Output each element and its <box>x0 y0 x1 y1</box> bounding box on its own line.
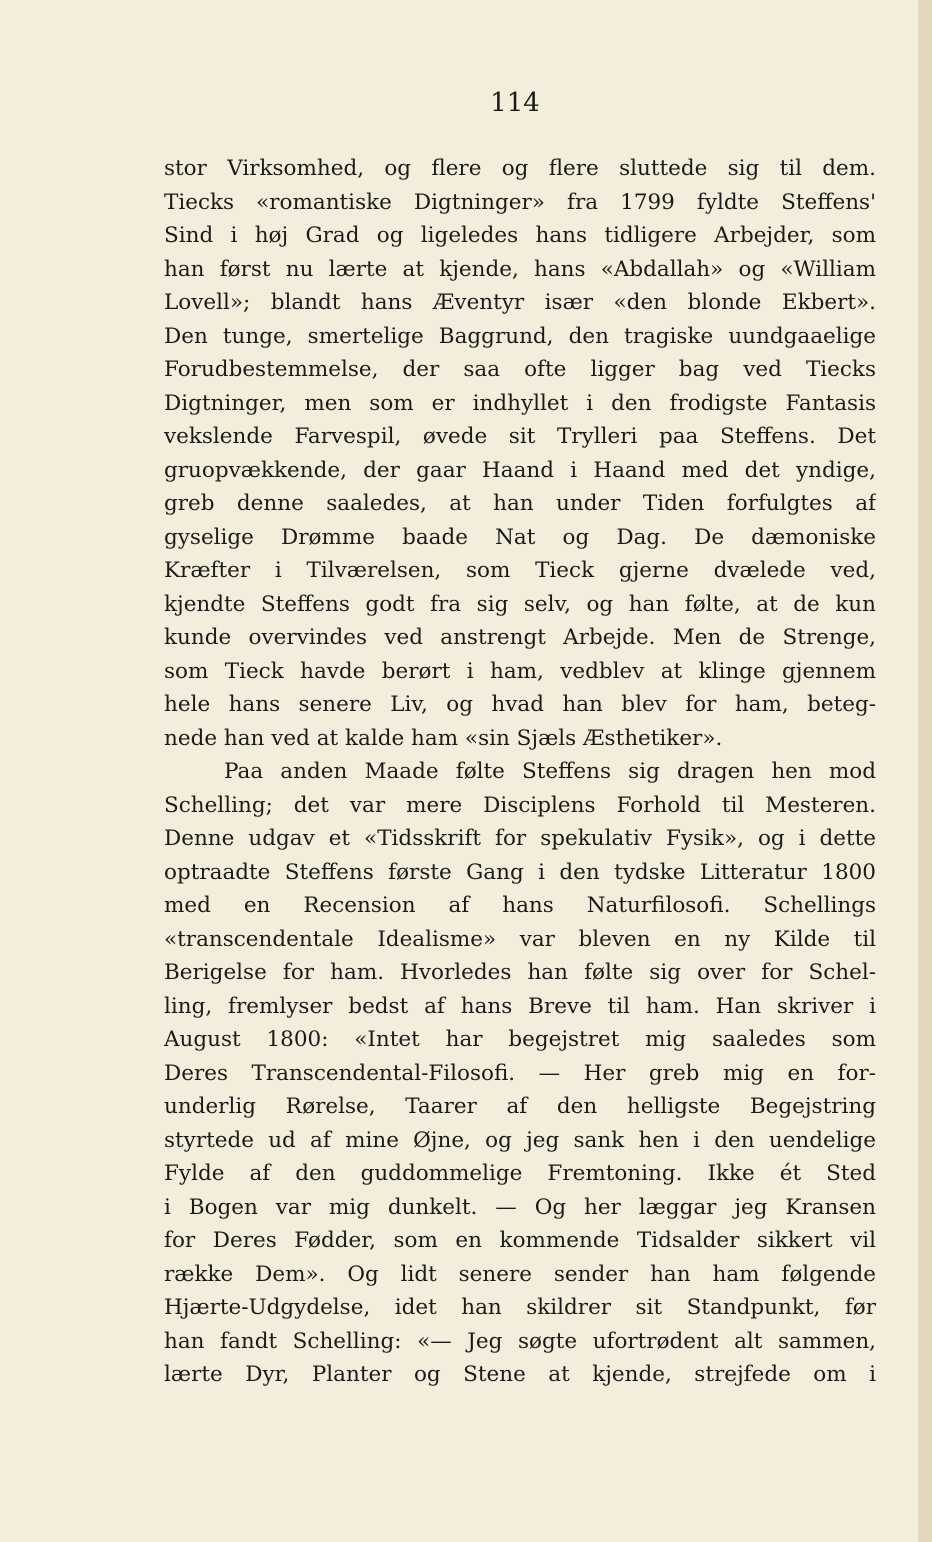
text-line: lærte Dyr, Planter og Stene at kjende, strejfede om i <box>164 1362 876 1387</box>
text-line: han fandt Schelling: «— Jeg søgte ufortrødent alt sammen, <box>164 1328 876 1354</box>
text-line: Schelling; det var mere Disciplens Forhold til Mesteren. <box>164 792 876 818</box>
text-line: han først nu lærte at kjende, hans «Abdallah» og «William <box>164 256 876 282</box>
text-line: Den tunge, smertelige Baggrund, den tragiske uundgaaelige <box>164 323 876 349</box>
page-number: 114 <box>490 88 540 118</box>
text-line: vekslende Farvespil, øvede sit Trylleri paa Steffens. Det <box>164 424 876 449</box>
text-line: Kræfter i Tilværelsen, som Tieck gjerne dvælede ved, <box>164 558 876 583</box>
text-line: greb denne saaledes, at han under Tiden forfulgtes af <box>164 491 876 516</box>
text-line: som Tieck havde berørt i ham, vedblev at klinge gjennem <box>164 658 876 684</box>
text-line: Fylde af den guddommelige Fremtoning. Ikke ét Sted <box>164 1161 876 1186</box>
text-line: række Dem». Og lidt senere sender han ham følgende <box>164 1261 876 1287</box>
text-line: Forudbestemmelse, der saa ofte ligger bag ved Tiecks <box>164 357 876 382</box>
text-line: Digtninger, men som er indhyllet i den frodigste Fantasis <box>164 390 876 416</box>
text-line: Sind i høj Grad og ligeledes hans tidligere Arbejder, som <box>164 223 876 248</box>
text-line: ling, fremlyser bedst af hans Breve til ham. Han skriver i <box>164 993 876 1019</box>
text-line: Tiecks «romantiske Digtninger» fra 1799 fyldte Steffens' <box>164 189 876 215</box>
text-line: med en Recension af hans Naturfilosofi. Schellings <box>164 893 876 918</box>
text-line: Hjærte-Udgydelse, idet han skildrer sit Standpunkt, før <box>164 1295 876 1320</box>
text-line: stor Virksomhed, og flere og flere sluttede sig til dem. <box>164 156 876 181</box>
text-line: optraadte Steffens første Gang i den tydske Litteratur 1800 <box>164 859 876 885</box>
text-line: underlig Rørelse, Taarer af den helligste Begejstring <box>164 1094 876 1119</box>
text-line: August 1800: «Intet har begejstret mig saaledes som <box>164 1027 876 1052</box>
text-line: kjendte Steffens godt fra sig selv, og han følte, at de kun <box>164 591 876 617</box>
text-line: i Bogen var mig dunkelt. — Og her læggar jeg Kransen <box>164 1194 876 1220</box>
text-line: Paa anden Maade følte Steffens sig dragen hen mod <box>224 759 876 784</box>
body-text <box>164 152 876 1392</box>
text-line: styrtede ud af mine Øjne, og jeg sank hen i den uendelige <box>164 1127 876 1153</box>
text-line: Lovell»; blandt hans Æventyr især «den blonde Ekbert». <box>164 290 876 315</box>
text-line: gyselige Drømme baade Nat og Dag. De dæmoniske <box>164 524 876 550</box>
page-edge <box>918 0 932 1542</box>
text-line: gruopvækkende, der gaar Haand i Haand med det yndige, <box>164 457 876 483</box>
text-line: «transcendentale Idealisme» var bleven en ny Kilde til <box>164 926 876 952</box>
text-line: Denne udgav et «Tidsskrift for spekulativ Fysik», og i dette <box>164 826 876 851</box>
text-line: for Deres Fødder, som en kommende Tidsalder sikkert vil <box>164 1228 876 1253</box>
text-line: hele hans senere Liv, og hvad han blev for ham, beteg- <box>164 692 876 717</box>
text-line: nede han ved at kalde ham «sin Sjæls Æsthetiker». <box>164 725 723 751</box>
text-line: kunde overvindes ved anstrengt Arbejde. Men de Strenge, <box>164 625 876 650</box>
text-line: Deres Transcendental-Filosofi. — Her greb mig en for- <box>164 1060 876 1086</box>
text-line: Berigelse for ham. Hvorledes han følte sig over for Schel- <box>164 960 876 985</box>
